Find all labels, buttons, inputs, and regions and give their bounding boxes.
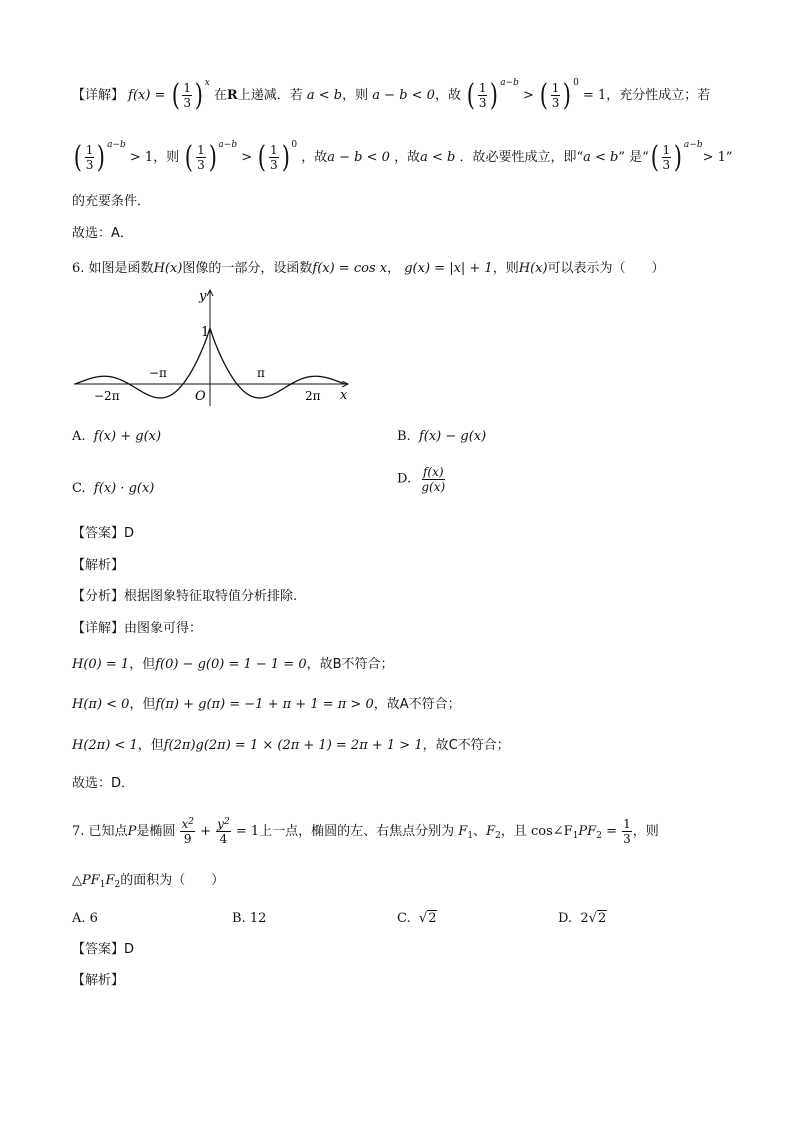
q6-fenxi: 【分析】根据图象特征取特值分析排除. [72,589,298,604]
q6-option-b[interactable]: B. f(x) − g(x) [397,429,487,444]
q7-option-d[interactable]: D. 2√2 [558,911,607,926]
q7-option-b[interactable]: B. 12 [232,911,267,926]
tick-2pi: 2π [305,389,321,403]
function-graph [70,284,360,408]
tick-neg-2pi: −2π [94,389,120,403]
origin-label: O [195,389,206,404]
detail-tag: 【详解】 [72,88,125,103]
q7-stem-2: $\triangle PF_1F_2$的面积为（ ） [72,873,225,890]
q6-detail-line-a: H(π) < 0，但f(π) + g(π) = −1 + π + 1 = π > 0，故A不符合； [72,697,461,712]
q6-answer: 【答案】D [72,526,135,541]
y-tick-1: 1 [201,325,210,340]
q6-detail-line-b: H(0) = 1，但f(0) − g(0) = 1 − 1 = 0，故B不符合； [72,657,394,672]
q5-detail-line-3: 的充要条件． [72,194,151,209]
q7-analysis: 【解析】 [72,973,125,988]
q6-option-a[interactable]: A. f(x) + g(x) [72,429,162,444]
q6-detail: 【详解】由图象可得： [72,621,203,636]
q7-option-c[interactable]: C. √2 [397,911,437,926]
q7-answer: 【答案】D [72,942,135,957]
tick-neg-pi: −π [149,366,167,380]
q6-analysis-tag: 【解析】 [72,558,125,573]
q6-detail-line-c: H(2π) < 1，但f(2π)g(2π) = 1 × (2π + 1) = 2π + 1 > 1，故C不符合； [72,738,510,753]
tick-pi: π [257,366,265,380]
q5-detail-line-1: 【详解】 f(x) = ( $\frac{1}{3}$ ) $^x$ 在R上递减．若 a < b，则 a − b < 0，故 ( $\frac{1}{3}$ ) $^{a-b}$ > ( $\frac{1}{3}$ ) $^0$ = 1，充分性成立；若 [72,77,711,113]
q6-choose: 故选：D． [72,776,135,791]
q6-stem: 6. 如图是函数H(x)图像的一部分，设函数f(x) = cos x， g(x) = |x| + 1，则H(x)可以表示为（ ） [72,261,665,276]
x-axis-label: x [340,388,348,403]
q5-choose: 故选：A． [72,226,133,241]
y-axis-label: y [199,289,207,304]
q7-option-a[interactable]: A. 6 [72,911,98,926]
q6-option-d[interactable]: D. $\frac{f(x)}{g(x)}$ [397,465,446,494]
q6-option-c[interactable]: C. f(x) · g(x) [72,481,155,496]
q5-detail-line-2: ( $\frac{1}{3}$ ) $^{a-b}$ > 1，则 ( $\frac{1}{3}$ ) $^{a-b}$ > ( $\frac{1}{3}$ ) $^0$ ，故a − b < 0 ，故a < b ．故必要性成立，即“a < b” 是“ ( $\frac{1}{3}$ ) $^{a-b}$> 1” [73,139,733,175]
paren-fraction: ( $\frac{1}{3}$ ) [171,77,203,113]
q7-stem: 7. 已知点P是椭圆 $\frac{x^2}{9}$ + $\frac{y^2}{4}$ = 1上一点，椭圆的左、右焦点分别为 $F_1$、$F_2$，且 $\cos\angle F_1PF_2$ = $\frac{1}{3}$ ，则 [72,817,659,846]
